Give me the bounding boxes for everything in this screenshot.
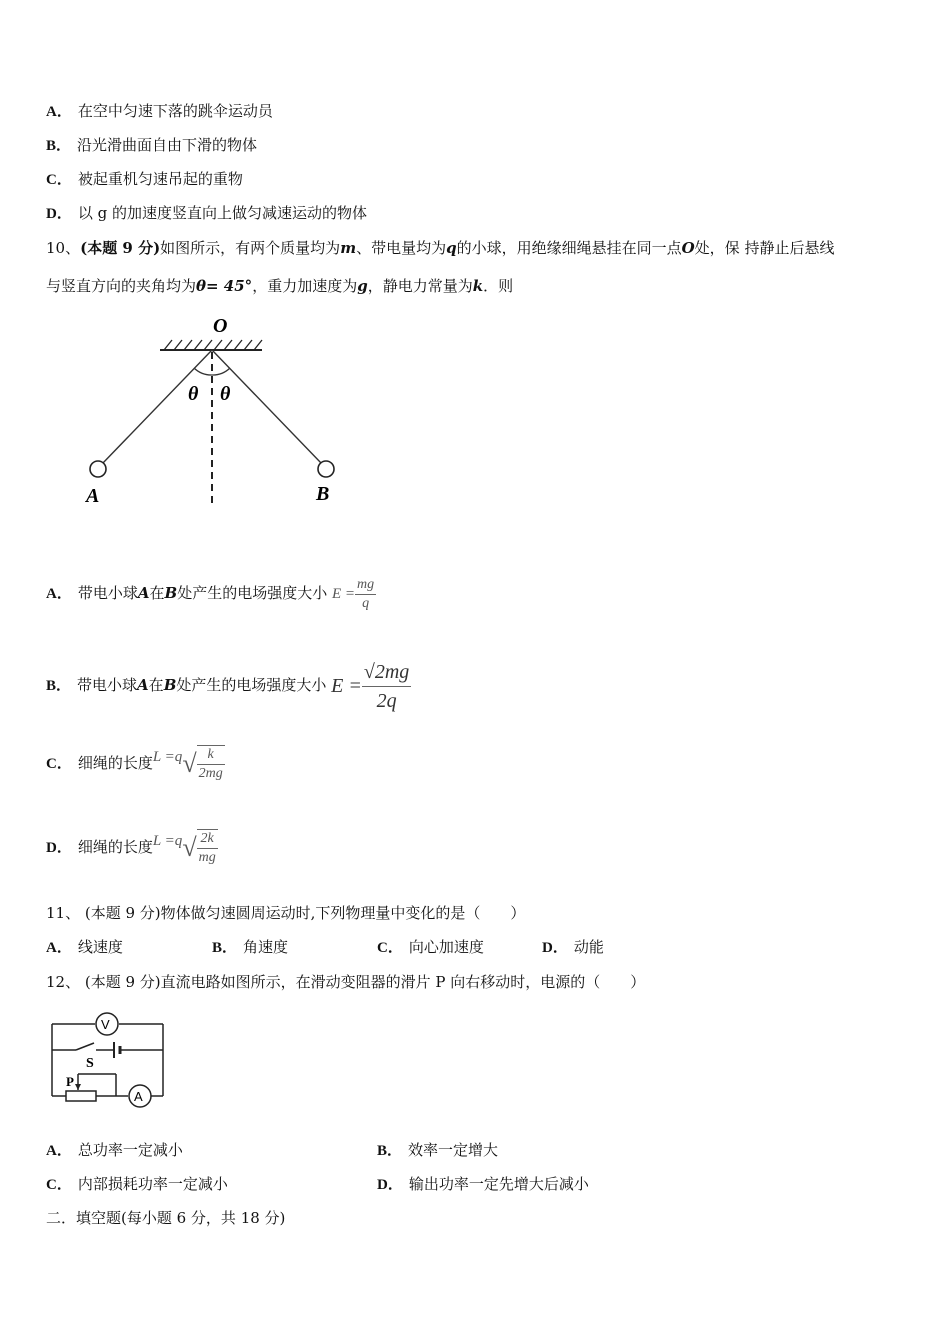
option-label: B． — [212, 940, 238, 956]
option-text: 带电小球 — [77, 676, 138, 694]
q10-option-c — [46, 736, 225, 791]
q10-text: 的小球，用绝缘细绳悬挂在同一点 — [456, 239, 682, 257]
option-label: D． — [542, 940, 568, 956]
formula-lhs: L =q — [152, 833, 183, 849]
option-label: C． — [377, 940, 403, 956]
option-text: 细绳的长度 — [77, 754, 153, 772]
formula-lhs: L =q — [152, 749, 183, 765]
pendulum-figure — [80, 310, 360, 515]
option-text: 效率一定增大 — [408, 1141, 499, 1159]
var-b: B — [163, 676, 177, 694]
q10-option-d — [46, 820, 218, 875]
option-label: C． — [46, 172, 72, 188]
q10-text: ．则 — [483, 277, 514, 295]
option-text: 总功率一定减小 — [77, 1141, 183, 1159]
formula-lhs: E = — [331, 675, 362, 697]
option-text: 处产生的电场强度大小 — [177, 584, 328, 602]
q10-text: 与竖直方向的夹角均为 — [46, 277, 197, 295]
q9-option-a — [46, 101, 273, 122]
option-text: 以 g 的加速度竖直向上做匀减速运动的物体 — [77, 204, 367, 222]
slider-label: P — [66, 1074, 74, 1089]
option-label: A． — [46, 586, 72, 602]
var-b: B — [164, 584, 178, 602]
var-q: q — [446, 239, 457, 257]
var-a: A — [137, 676, 149, 694]
q11-option-c — [377, 937, 484, 958]
q10-text: ，静电力常量为 — [367, 277, 473, 295]
q9-option-c — [46, 169, 243, 190]
label-o: O — [213, 315, 228, 337]
q11-stem: 11、 (本题 9 分)物体做匀速圆周运动时,下列物理量中变化的是（ ） — [46, 904, 526, 922]
fraction-numerator: k — [197, 746, 225, 765]
circuit-figure — [48, 1010, 173, 1110]
sqrt-sign: √ — [182, 833, 197, 862]
q9-option-d — [46, 203, 367, 224]
sqrt-sign: √ — [182, 749, 197, 778]
ball-b — [318, 461, 334, 477]
option-text: 动能 — [573, 938, 604, 956]
option-label: A． — [46, 104, 72, 120]
option-label: A． — [46, 1143, 72, 1159]
fraction-denominator: 2q — [376, 689, 397, 712]
section-title: 二．填空题(每小题 6 分，共 18 分) — [46, 1209, 286, 1227]
q10-text: 处，保 持静止后悬线 — [694, 239, 835, 257]
var-o: O — [681, 239, 695, 257]
option-label: D． — [46, 206, 72, 222]
option-text: 细绳的长度 — [77, 838, 153, 856]
option-text: 在空中匀速下落的跳伞运动员 — [77, 102, 273, 120]
option-label: C． — [46, 756, 72, 772]
angle-arc-left — [194, 368, 212, 375]
option-label: D． — [377, 1177, 403, 1193]
option-text: 线速度 — [77, 938, 123, 956]
option-text: 被起重机匀速吊起的重物 — [77, 170, 243, 188]
switch-label: S — [86, 1056, 94, 1071]
formula-fraction — [197, 829, 218, 867]
formula-fraction — [355, 576, 376, 613]
label-b: B — [316, 483, 330, 505]
option-text: 在 — [148, 676, 164, 694]
option-label: B． — [377, 1143, 403, 1159]
option-label: B． — [46, 138, 72, 154]
q12-stem: 12、 (本题 9 分)直流电路如图所示，在滑动变阻器的滑片 P 向右移动时，电源的（ ） — [46, 973, 646, 991]
ceiling-hatch — [164, 340, 262, 350]
option-text: 在 — [149, 584, 165, 602]
ball-a — [90, 461, 106, 477]
q10-number: 10、 — [46, 239, 81, 257]
angle-arc-right — [212, 368, 230, 375]
q10-option-b — [46, 652, 411, 719]
q10-text: ，重力加速度为 — [252, 277, 358, 295]
q10-stem-line2 — [46, 276, 513, 296]
theta-right-label: θ — [220, 383, 231, 405]
option-text: 输出功率一定先增大后减小 — [408, 1175, 589, 1193]
q11-option-b — [212, 937, 288, 958]
fraction-numerator: mg — [355, 576, 376, 595]
string-left — [102, 350, 212, 464]
ammeter-label: A — [134, 1089, 143, 1104]
theta-eq: θ= 45° — [196, 277, 253, 295]
q10-stem-line1 — [46, 238, 834, 258]
slider-arrow — [75, 1084, 81, 1090]
fraction-denominator: q — [362, 595, 370, 611]
voltmeter-label: V — [101, 1017, 110, 1032]
q9-option-b — [46, 135, 257, 156]
rheostat — [66, 1091, 96, 1101]
var-k: k — [472, 277, 484, 295]
label-a: A — [86, 485, 100, 507]
option-label: B． — [46, 678, 72, 694]
formula-fraction — [362, 658, 411, 715]
string-right — [212, 350, 322, 464]
formula-fraction — [197, 745, 225, 783]
q12-option-a — [46, 1140, 183, 1161]
q11-option-d — [542, 937, 604, 958]
option-text: 带电小球 — [77, 584, 138, 602]
var-a: A — [137, 584, 150, 602]
option-text: 角速度 — [243, 938, 289, 956]
q10-text: 如图所示，有两个质量均为 — [160, 239, 341, 257]
fraction-numerator: 2k — [197, 830, 218, 849]
option-label: C． — [46, 1177, 72, 1193]
option-label: A． — [46, 940, 72, 956]
theta-left-label: θ — [188, 383, 199, 405]
var-g: g — [357, 277, 368, 295]
q11-option-a — [46, 937, 123, 958]
q10-option-a — [46, 570, 376, 617]
option-text: 内部损耗功率一定减小 — [77, 1175, 228, 1193]
formula-lhs: E = — [332, 586, 356, 602]
option-text: 沿光滑曲面自由下滑的物体 — [77, 136, 258, 154]
fraction-denominator: 2mg — [198, 766, 223, 781]
q12-option-b — [377, 1140, 498, 1161]
var-m: m — [340, 239, 357, 257]
q12-option-c — [46, 1174, 228, 1195]
option-text: 向心加速度 — [408, 938, 484, 956]
option-text: 处产生的电场强度大小 — [176, 676, 327, 694]
q10-text: 、带电量均为 — [356, 239, 447, 257]
q12-option-d — [377, 1174, 589, 1195]
fraction-denominator: mg — [198, 850, 216, 865]
switch-blade — [76, 1043, 94, 1050]
option-label: D． — [46, 840, 72, 856]
fraction-numerator: √2mg — [362, 658, 411, 687]
q10-header: (本题 9 分) — [80, 239, 161, 257]
